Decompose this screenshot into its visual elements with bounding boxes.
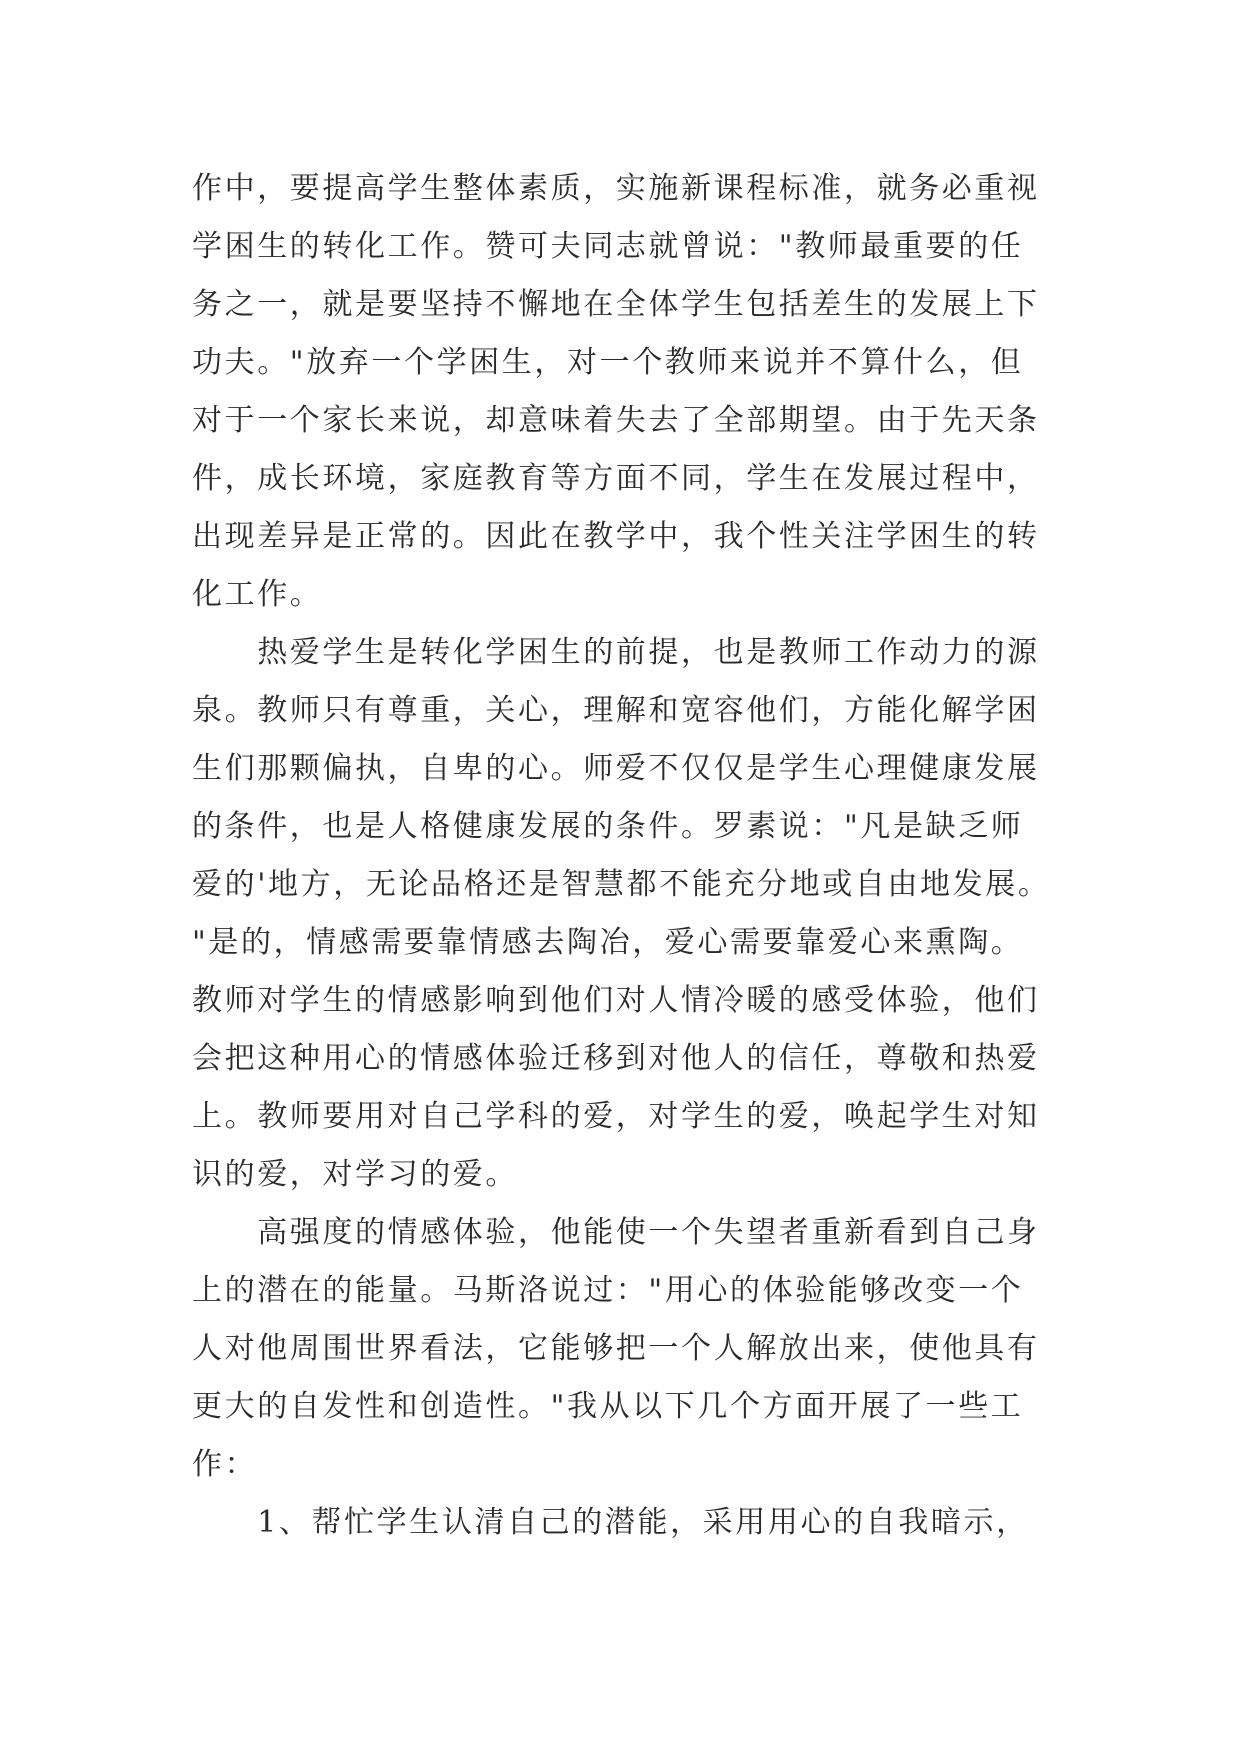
text-line: 务之一，就是要坚持不懈地在全体学生包括差生的发展上下 bbox=[192, 287, 1040, 322]
text-line: 化工作。 bbox=[192, 577, 323, 612]
text-line: 作： bbox=[192, 1447, 258, 1482]
text-line: 会把这种用心的情感体验迁移到对他人的信任，尊敬和热爱 bbox=[192, 1041, 1040, 1076]
text-line: 1、帮忙学生认清自己的潜能，采用用心的自我暗示， bbox=[192, 1505, 1029, 1540]
text-line: "是的，情感需要靠情感去陶冶，爱心需要靠爱心来熏陶。 bbox=[192, 925, 1024, 960]
text-line: 爱的'地方，无论品格还是智慧都不能充分地或自由地发展。 bbox=[192, 867, 1051, 902]
text-line: 出现差异是正常的。因此在教学中，我个性关注学困生的转 bbox=[192, 519, 1040, 554]
text-line: 人对他周围世界看法，它能够把一个人解放出来，使他具有 bbox=[192, 1331, 1040, 1366]
text-line: 热爱学生是转化学困生的前提，也是教师工作动力的源 bbox=[192, 635, 1040, 670]
text-line: 对于一个家长来说，却意味着失去了全部期望。由于先天条 bbox=[192, 403, 1040, 438]
text-line: 作中，要提高学生整体素质，实施新课程标准，就务必重视 bbox=[192, 171, 1040, 206]
text-line: 更大的自发性和创造性。"我从以下几个方面开展了一些工 bbox=[192, 1389, 1024, 1424]
text-line: 上。教师要用对自己学科的爱，对学生的爱，唤起学生对知 bbox=[192, 1099, 1040, 1134]
text-line: 泉。教师只有尊重，关心，理解和宽容他们，方能化解学困 bbox=[192, 693, 1040, 728]
text-line: 件，成长环境，家庭教育等方面不同，学生在发展过程中， bbox=[192, 461, 1040, 496]
text-line: 识的爱，对学习的爱。 bbox=[192, 1157, 518, 1192]
text-line: 上的潜在的能量。马斯洛说过："用心的体验能够改变一个 bbox=[192, 1273, 1024, 1308]
text-line: 学困生的转化工作。赞可夫同志就曾说："教师最重要的任 bbox=[192, 229, 1024, 264]
text-line: 生们那颗偏执，自卑的心。师爱不仅仅是学生心理健康发展 bbox=[192, 751, 1040, 786]
text-line: 功夫。"放弃一个学困生，对一个教师来说并不算什么，但 bbox=[192, 345, 1024, 380]
text-line: 的条件，也是人格健康发展的条件。罗素说："凡是缺乏师 bbox=[192, 809, 1024, 844]
text-line: 教师对学生的情感影响到他们对人情冷暖的感受体验，他们 bbox=[192, 983, 1040, 1018]
body-text bbox=[192, 160, 1052, 1552]
text-line: 高强度的情感体验，他能使一个失望者重新看到自己身 bbox=[192, 1215, 1040, 1250]
